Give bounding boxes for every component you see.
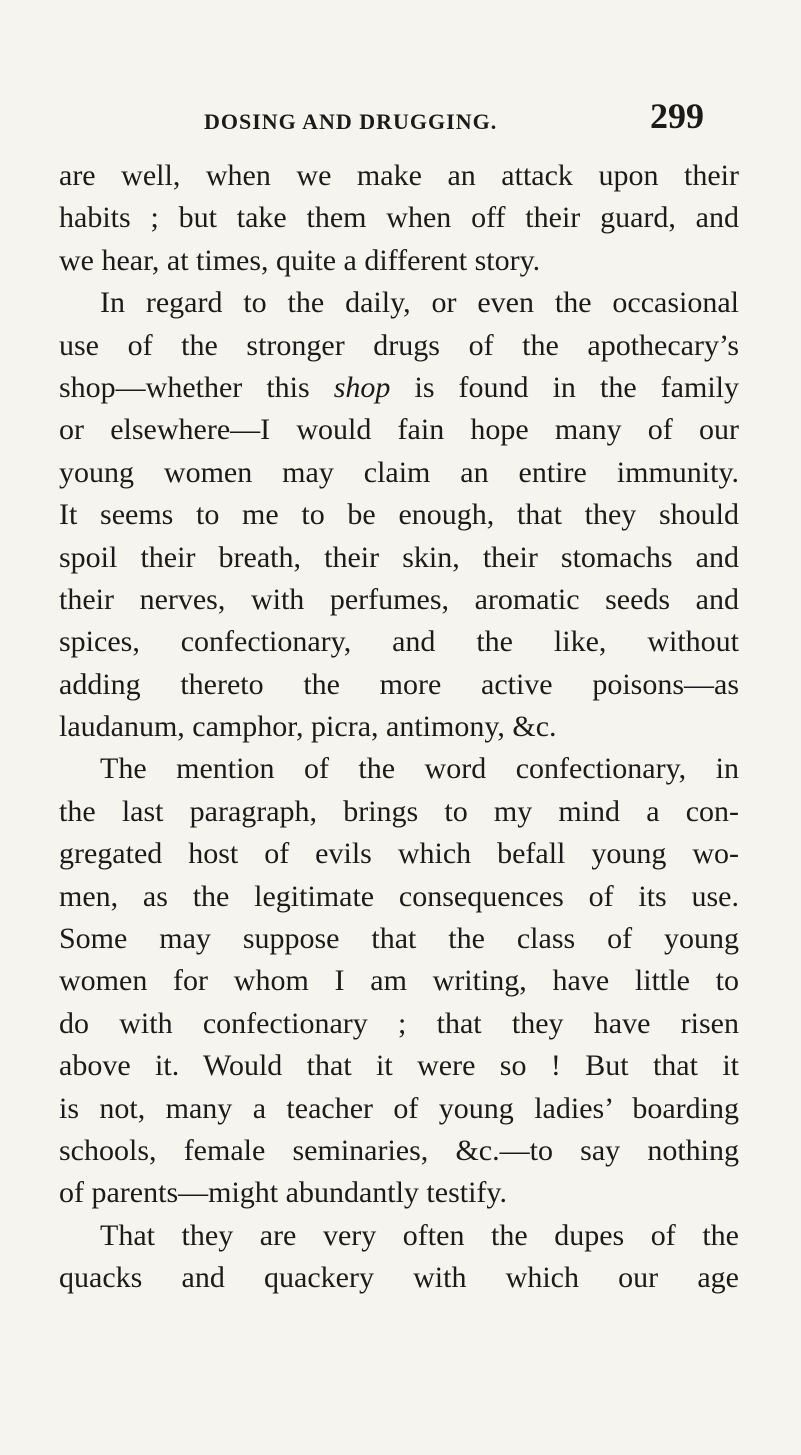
text-line: of parents—might abundantly testify. [59, 1176, 507, 1210]
text-line: quacks and quackery with which our age [59, 1261, 739, 1295]
text-line: do with confectionary ; that they have risen [59, 1006, 739, 1040]
text-line: laudanum, camphor, picra, antimony, &c. [59, 710, 557, 744]
text-line: That they are very often the dupes of the [100, 1218, 739, 1252]
text-line: The mention of the word confectionary, in [100, 752, 739, 786]
text-line: It seems to me to be enough, that they should [59, 498, 739, 532]
text-line: women for whom I am writing, have little to [59, 964, 739, 998]
text-line: use of the stronger drugs of the apothecary’s [59, 328, 739, 362]
text-line: or elsewhere—I would fain hope many of our [59, 413, 739, 447]
text-line: above it. Would that it were so ! But that it [59, 1049, 739, 1083]
text-line: are well, when we make an attack upon their [59, 159, 739, 192]
text-line: adding thereto the more active poisons—as [59, 667, 739, 701]
running-title: DOSING AND DRUGGING. [204, 109, 498, 134]
text-line [59, 367, 739, 409]
text-line: habits ; but take them when off their guard, and [59, 201, 739, 235]
text-line: the last paragraph, brings to my mind a con- [59, 794, 739, 828]
text-line: spoil their breath, their skin, their stomachs and [59, 540, 739, 574]
italic-word: shop [333, 370, 391, 404]
text-line: their nerves, with perfumes, aromatic seeds and [59, 582, 739, 616]
text-line: schools, female seminaries, &c.—to say nothing [59, 1133, 739, 1167]
text-line: we hear, at times, quite a different story. [59, 243, 541, 277]
running-head [0, 95, 801, 145]
text-line: is not, many a teacher of young ladies’ boarding [59, 1091, 739, 1125]
text-line: Some may suppose that the class of young [59, 922, 739, 956]
text-line: men, as the legitimate consequences of its use. [59, 879, 739, 913]
text-line: gregated host of evils which befall young wo- [59, 837, 739, 871]
text-line: spices, confectionary, and the like, without [59, 625, 739, 659]
page-number: 299 [650, 96, 704, 136]
body-text [59, 155, 739, 1300]
text-segment: shop—whether this [59, 370, 334, 404]
text-segment: is found in the family [390, 370, 740, 404]
text-line: young women may claim an entire immunity. [59, 455, 739, 489]
text-line: In regard to the daily, or even the occasional [100, 286, 739, 320]
